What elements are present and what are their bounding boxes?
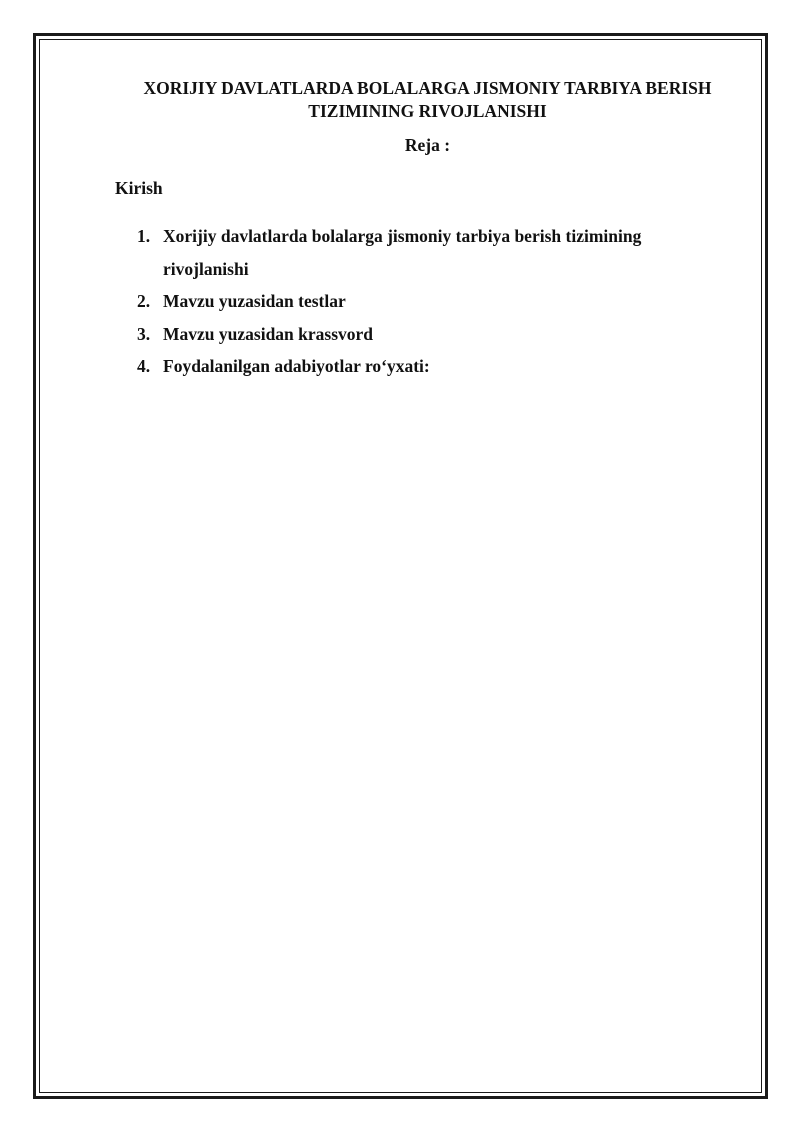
plan-heading: Reja : [404, 135, 451, 155]
plan-item-3 [137, 318, 697, 351]
plan-item-text: Mavzu yuzasidan testlar [163, 291, 346, 311]
plan-item-number: 2. [137, 291, 151, 311]
plan-item-1 [137, 220, 697, 285]
document-title-line-2: TIZIMINING RIVOJLANISHI [308, 101, 547, 121]
intro-heading: Kirish [115, 178, 163, 198]
plan-item-4 [137, 350, 697, 383]
document-title-line-1: XORIJIY DAVLATLARDA BOLALARGA JISMONIY TARBIYA BERISH [143, 78, 712, 98]
plan-item-2 [137, 285, 697, 318]
plan-list [137, 220, 697, 383]
plan-item-number: 3. [137, 323, 151, 344]
plan-item-text: Foydalanilgan adabiyotlar ro‘yxati: [163, 356, 430, 376]
plan-item-text: Xorijiy davlatlarda bolalarga jismoniy tarbiya berish tizimining rivojlanishi [163, 226, 642, 279]
plan-item-number: 4. [137, 356, 151, 376]
plan-item-text: Mavzu yuzasidan krassvord [163, 323, 374, 344]
plan-item-number: 1. [137, 226, 151, 246]
document-title [60, 77, 795, 123]
